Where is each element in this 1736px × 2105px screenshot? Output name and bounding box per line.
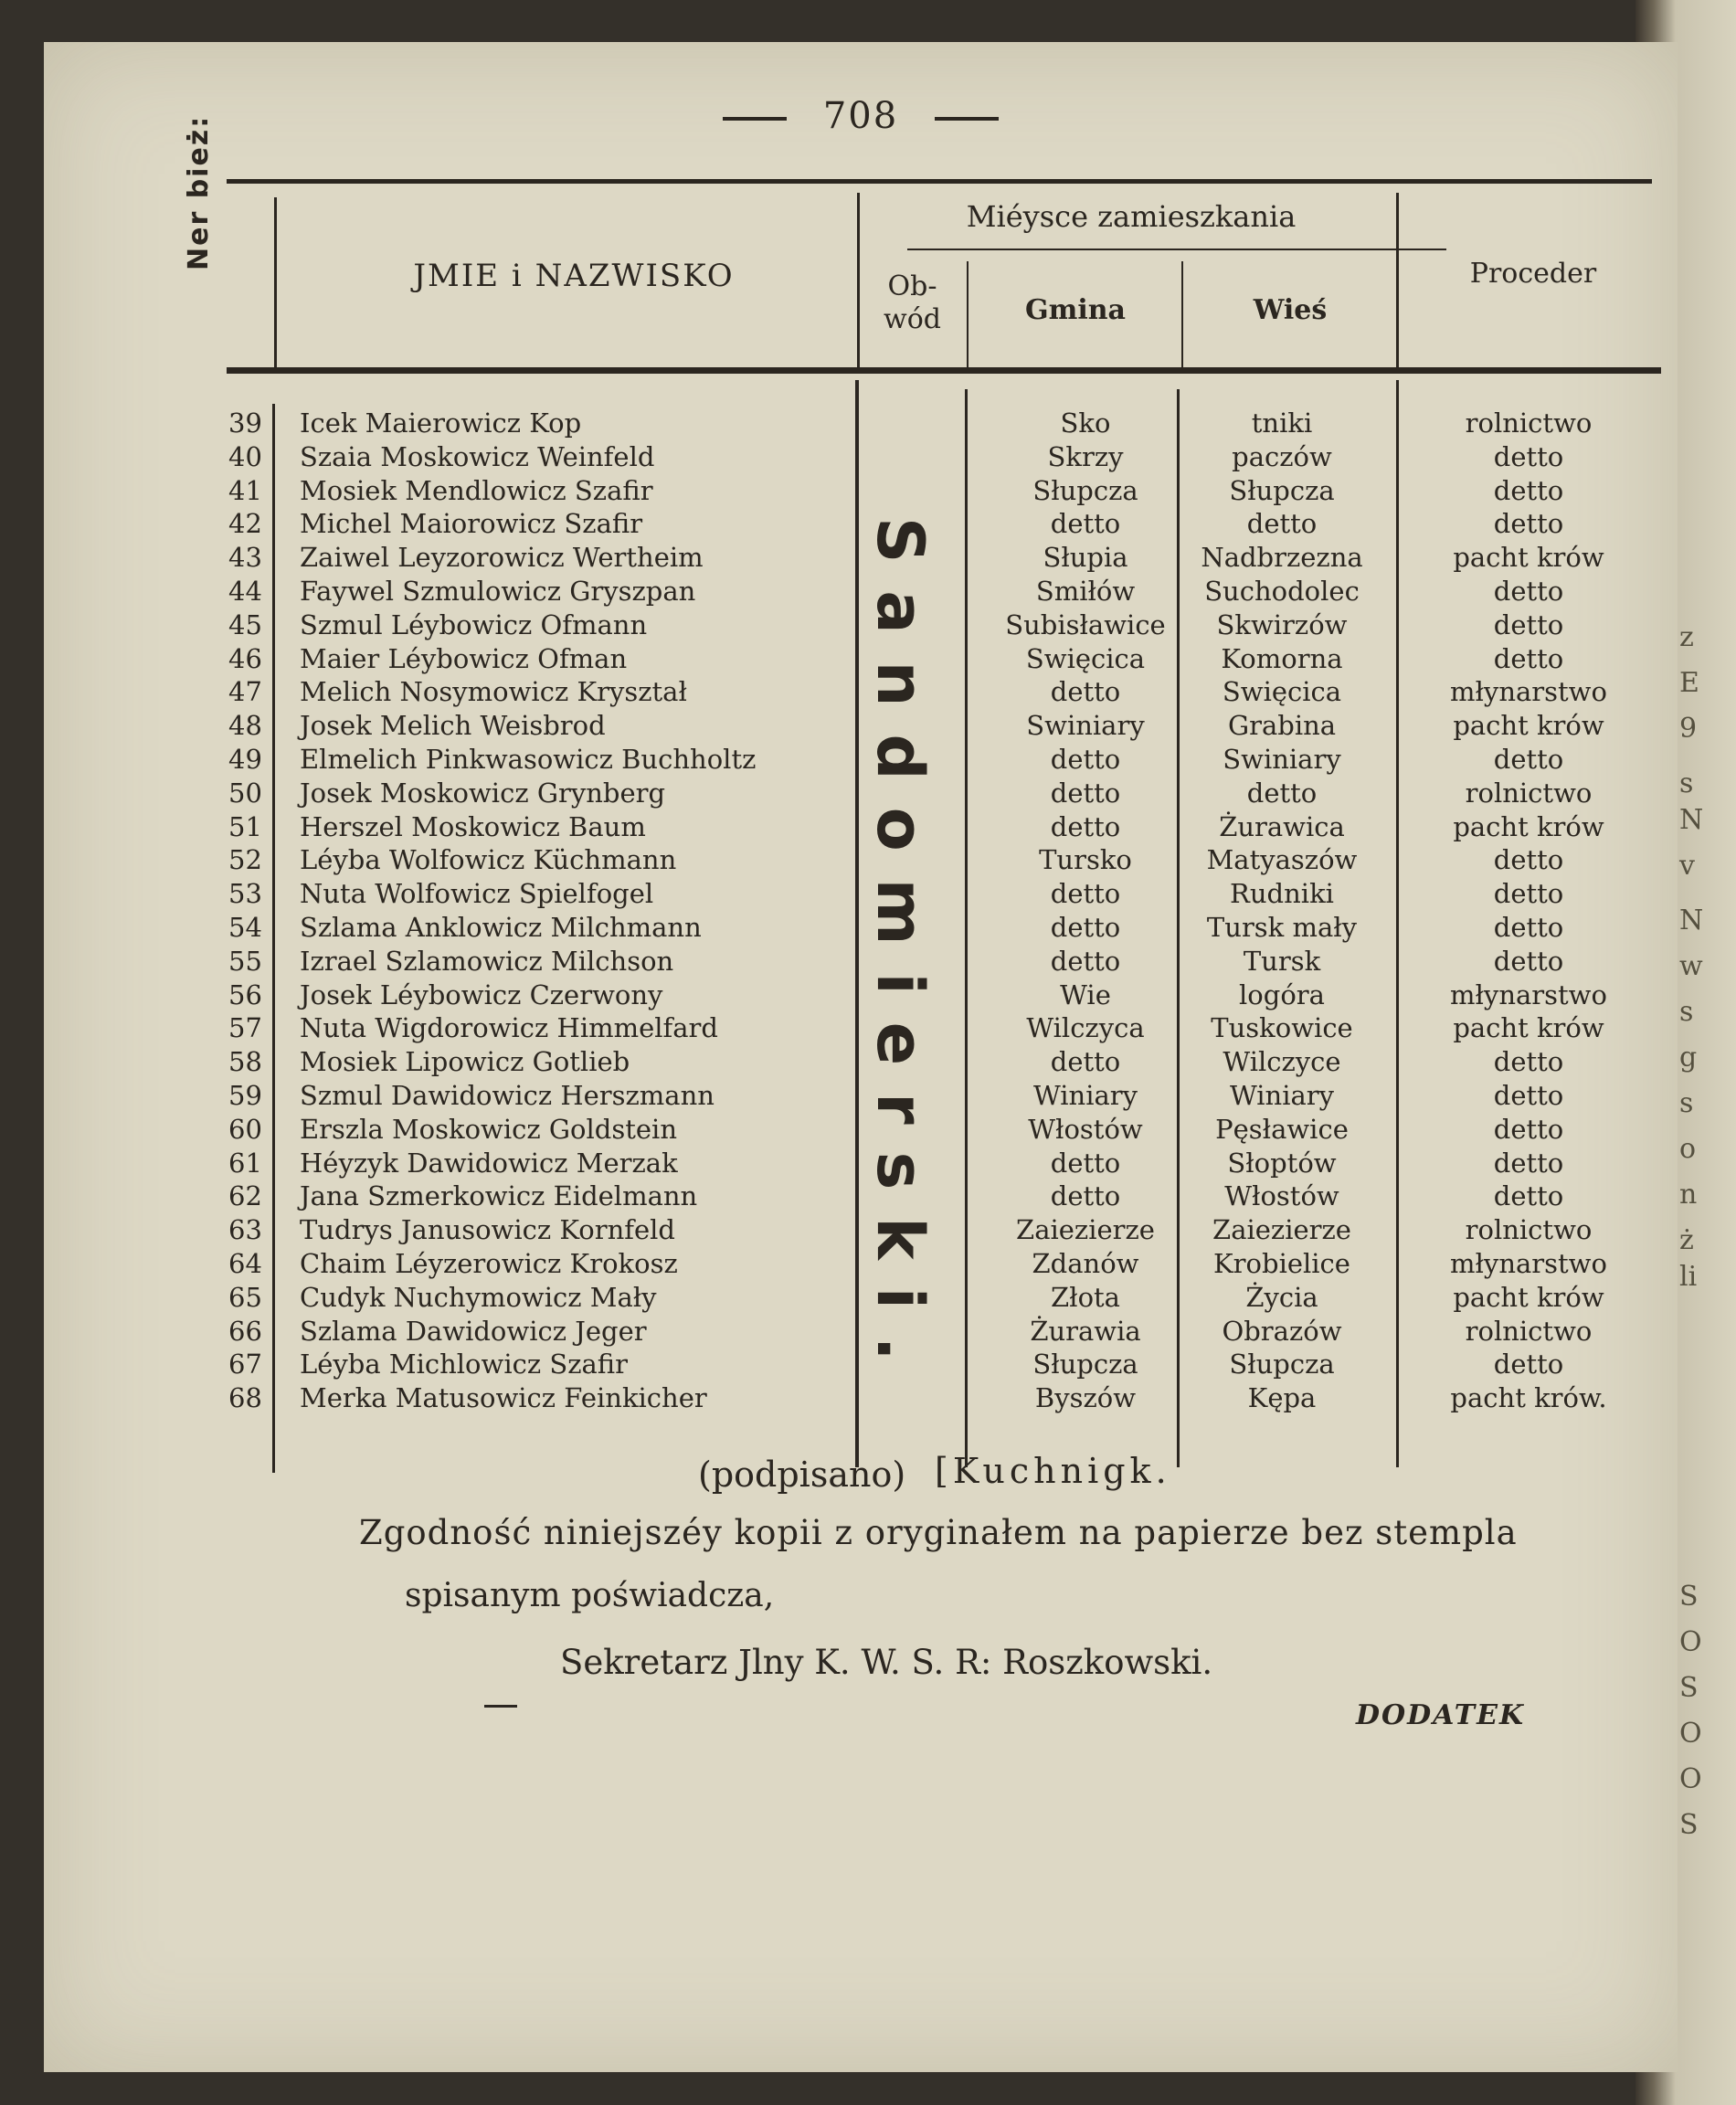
table-row [44,912,1678,946]
row-wies: Winiary [1229,1080,1335,1111]
header-vline-obwod [967,261,969,367]
row-proceder: detto [1493,642,1564,674]
footer-sekretarz: Sekretarz Jlny K. W. S. R: Roszkowski. [560,1643,1213,1682]
row-proceder: rolnictwo [1465,777,1593,809]
row-name: Erszla Moskowicz Goldstein [300,1113,677,1145]
header-vline-wies [1396,193,1399,367]
margin-letter: O [1679,1718,1702,1750]
row-gmina: Smiłów [1035,576,1136,607]
row-proceder: detto [1493,878,1564,910]
table-row [44,1214,1678,1248]
table-row [44,946,1678,979]
row-gmina: detto [1050,777,1121,809]
margin-letter: s [1679,767,1694,799]
row-wies: detto [1246,777,1318,809]
row-name: Josek Léybowicz Czerwony [300,978,663,1010]
row-name: Zaiwel Leyzorowicz Wertheim [300,542,704,574]
row-proceder: pacht krów [1453,710,1604,742]
row-gmina: Sko [1060,407,1111,439]
row-number: 42 [228,508,262,540]
row-proceder: młynarstwo [1450,676,1607,708]
row-number: 57 [228,1012,262,1044]
table-row [44,1316,1678,1349]
margin-letter: g [1679,1042,1698,1074]
row-proceder: detto [1493,1180,1564,1212]
row-number: 56 [228,978,262,1010]
header-ner: Ner bież: [183,114,215,270]
footer-zgodnosc-line1: Zgodność niniejszéy kopii z oryginałem na papierze bez stempla [359,1513,1518,1552]
row-name: Szaia Moskowicz Weinfeld [300,440,655,472]
footer-podpisano: (podpisano) [698,1454,906,1495]
row-gmina: Tursko [1039,844,1132,876]
row-proceder: detto [1493,912,1564,943]
row-name: Mosiek Mendlowicz Szafir [300,474,653,506]
row-wies: Rudniki [1230,878,1334,910]
row-proceder: detto [1493,1349,1564,1380]
row-gmina: detto [1050,1147,1121,1179]
row-number: 39 [228,407,262,439]
row-wies: Kępa [1247,1382,1317,1414]
header-wies: Wieś [1253,294,1328,326]
table-row [44,441,1678,475]
table-row [44,1148,1678,1181]
margin-letter: z [1679,621,1694,653]
row-wies: Grabina [1227,710,1337,742]
row-name: Tudrys Janusowicz Kornfeld [300,1214,675,1246]
footer-zgodnosc-line2: spisanym poświadcza, [405,1577,775,1614]
row-name: Josek Moskowicz Grynberg [300,777,666,809]
row-gmina: Swiniary [1026,710,1145,742]
row-number: 60 [228,1113,262,1145]
row-number: 62 [228,1180,262,1212]
table-row [44,643,1678,677]
margin-letter: O [1679,1626,1702,1658]
margin-letter: E [1679,667,1699,699]
header-miejsce: Miéysce zamieszkania [966,199,1297,234]
header-proceder: Proceder [1469,258,1597,290]
header-vline-ner [274,197,277,367]
row-wies: Swięcica [1222,676,1342,708]
margin-letter: li [1679,1261,1698,1293]
row-proceder: rolnictwo [1465,1315,1593,1347]
row-proceder: detto [1493,440,1564,472]
page [44,42,1678,2072]
row-wies: Nadbrzezna [1201,542,1363,574]
row-number: 65 [228,1281,262,1313]
row-number: 59 [228,1080,262,1111]
row-proceder: detto [1493,945,1564,977]
table-row [44,609,1678,643]
row-number: 51 [228,810,262,842]
row-wies: Skwirzów [1216,608,1348,640]
row-name: Michel Maiorowicz Szafir [300,508,643,540]
table-row [44,576,1678,609]
header-name: JMIE i NAZWISKO [413,258,735,294]
row-gmina: detto [1050,508,1121,540]
table-row [44,811,1678,845]
row-number: 58 [228,1046,262,1078]
row-proceder: rolnictwo [1465,1214,1593,1246]
table-row [44,1114,1678,1148]
row-proceder: młynarstwo [1450,1248,1607,1279]
table-row [44,878,1678,912]
row-wies: logóra [1239,978,1325,1010]
row-name: Szlama Anklowicz Milchmann [300,912,702,943]
row-gmina: Słupcza [1032,1349,1138,1380]
row-name: Jana Szmerkowicz Eidelmann [300,1180,698,1212]
row-proceder: pacht krów [1453,1012,1604,1044]
row-number: 66 [228,1315,262,1347]
row-number: 45 [228,608,262,640]
table-row [44,1180,1678,1214]
row-gmina: detto [1050,810,1121,842]
margin-letter: S [1679,1581,1699,1613]
table-row [44,1012,1678,1046]
row-number: 67 [228,1349,262,1380]
page-number-line [44,95,1678,137]
table-row [44,979,1678,1013]
row-wies: Tuskowice [1211,1012,1353,1044]
row-wies: Suchodolec [1204,576,1360,607]
row-wies: Życia [1245,1281,1318,1313]
table-row [44,1382,1678,1416]
table-row [44,407,1678,441]
row-name: Chaim Léyzerowicz Krokosz [300,1248,678,1279]
row-proceder: detto [1493,1080,1564,1111]
header-obwod: Ob- wód [884,270,941,335]
table-row [44,676,1678,710]
header-top-rule [227,179,1652,184]
row-name: Merka Matusowicz Feinkicher [300,1382,707,1414]
row-proceder: detto [1493,1046,1564,1078]
footer-dodatek: DODATEK [1356,1699,1526,1731]
obwod-vertical-label: Sandomierski. [863,517,937,1389]
header-vline-gmina [1181,261,1183,367]
row-number: 49 [228,744,262,775]
table-row [44,1248,1678,1282]
row-wies: Komorna [1221,642,1343,674]
miejsce-rule [907,249,1446,250]
margin-letter: w [1679,950,1703,982]
row-name: Szmul Léybowicz Ofmann [300,608,648,640]
next-page-margin [1679,0,1716,2105]
row-wies: Matyaszów [1206,844,1358,876]
row-name: Herszel Moskowicz Baum [300,810,646,842]
margin-letter: N [1679,804,1704,836]
row-gmina: Wilczyca [1026,1012,1145,1044]
header-gmina: Gmina [1024,294,1126,326]
row-wies: Krobielice [1213,1248,1350,1279]
row-wies: Słoptów [1227,1147,1337,1179]
row-gmina: detto [1050,676,1121,708]
row-number: 55 [228,945,262,977]
table-row [44,542,1678,576]
row-wies: Słupcza [1229,474,1335,506]
row-proceder: pacht krów. [1450,1382,1607,1414]
row-wies: Słupcza [1229,1349,1335,1380]
table-row [44,710,1678,744]
row-wies: paczów [1232,440,1332,472]
row-name: Léyba Michlowicz Szafir [300,1349,628,1380]
margin-letter: O [1679,1763,1702,1795]
row-name: Nuta Wigdorowicz Himmelfard [300,1012,718,1044]
dash-left [723,117,787,121]
row-number: 41 [228,474,262,506]
margin-letter: v [1679,850,1695,882]
row-gmina: Złota [1051,1281,1120,1313]
row-proceder: detto [1493,1113,1564,1145]
row-gmina: Słupcza [1032,474,1138,506]
row-number: 68 [228,1382,262,1414]
row-name: Maier Léybowicz Ofman [300,642,628,674]
row-gmina: Skrzy [1047,440,1124,472]
row-name: Izrael Szlamowicz Milchson [300,945,674,977]
row-name: Szmul Dawidowicz Herszmann [300,1080,715,1111]
row-number: 64 [228,1248,262,1279]
row-proceder: rolnictwo [1465,407,1593,439]
margin-letter: N [1679,904,1704,936]
header-bottom-rule [227,367,1661,374]
row-name: Léyba Wolfowicz Küchmann [300,844,677,876]
row-gmina: detto [1050,945,1121,977]
dash-right [935,117,999,121]
row-wies: Swiniary [1223,744,1341,775]
row-proceder: młynarstwo [1450,978,1607,1010]
row-name: Josek Melich Weisbrod [300,710,606,742]
row-name: Cudyk Nuchymowicz Mały [300,1281,657,1313]
row-name: Melich Nosymowicz Kryształ [300,676,687,708]
margin-letter: s [1679,996,1694,1028]
row-number: 47 [228,676,262,708]
row-name: Héyzyk Dawidowicz Merzak [300,1147,678,1179]
margin-letter: n [1679,1179,1698,1211]
row-number: 50 [228,777,262,809]
row-wies: Tursk [1243,945,1321,977]
row-gmina: detto [1050,744,1121,775]
row-wies: Włostów [1224,1180,1339,1212]
footer-dash [484,1705,517,1708]
row-number: 63 [228,1214,262,1246]
row-wies: detto [1246,508,1318,540]
table-row [44,1349,1678,1382]
row-proceder: detto [1493,508,1564,540]
row-proceder: pacht krów [1453,542,1604,574]
footer-kuchnigk: [Kuchnigk. [935,1451,1171,1491]
row-gmina: Słupia [1043,542,1128,574]
table-row [44,475,1678,509]
row-number: 43 [228,542,262,574]
row-name: Szlama Dawidowicz Jeger [300,1315,647,1347]
row-proceder: detto [1493,474,1564,506]
table-row [44,744,1678,777]
row-gmina: Swięcica [1025,642,1146,674]
row-gmina: Zdanów [1032,1248,1139,1279]
table-row [44,1282,1678,1316]
table-row [44,1080,1678,1114]
row-gmina: Byszów [1034,1382,1137,1414]
row-gmina: Żurawia [1030,1315,1141,1347]
row-name: Mosiek Lipowicz Gotlieb [300,1046,630,1078]
row-wies: Tursk mały [1206,912,1358,943]
row-gmina: Zaiezierze [1016,1214,1155,1246]
row-number: 44 [228,576,262,607]
row-name: Faywel Szmulowicz Gryszpan [300,576,696,607]
margin-letter: 9 [1679,713,1698,745]
table-row [44,777,1678,811]
row-wies: Pęsławice [1215,1113,1349,1145]
row-proceder: pacht krów [1453,810,1604,842]
row-proceder: detto [1493,844,1564,876]
row-number: 52 [228,844,262,876]
row-proceder: detto [1493,744,1564,775]
row-gmina: detto [1050,1180,1121,1212]
row-gmina: detto [1050,878,1121,910]
row-proceder: pacht krów [1453,1281,1604,1313]
row-gmina: Wie [1060,978,1111,1010]
row-number: 48 [228,710,262,742]
row-wies: Wilczyce [1223,1046,1341,1078]
row-number: 46 [228,642,262,674]
margin-letter: S [1679,1809,1699,1841]
row-name: Elmelich Pinkwasowicz Buchholtz [300,744,757,775]
row-gmina: Subisławice [1005,608,1166,640]
row-wies: tniki [1251,407,1313,439]
table-row [44,844,1678,878]
margin-letter: s [1679,1087,1694,1119]
row-proceder: detto [1493,608,1564,640]
row-number: 40 [228,440,262,472]
row-proceder: detto [1493,1147,1564,1179]
row-gmina: detto [1050,912,1121,943]
row-number: 61 [228,1147,262,1179]
table-row [44,508,1678,542]
row-gmina: detto [1050,1046,1121,1078]
row-wies: Obrazów [1222,1315,1342,1347]
row-gmina: Winiary [1032,1080,1138,1111]
row-number: 53 [228,878,262,910]
table-row [44,1046,1678,1080]
row-proceder: detto [1493,576,1564,607]
margin-letter: o [1679,1133,1697,1165]
row-wies: Żurawica [1219,810,1345,842]
row-number: 54 [228,912,262,943]
row-wies: Zaiezierze [1212,1214,1351,1246]
page-number: 708 [822,95,899,137]
margin-letter: S [1679,1672,1699,1704]
row-gmina: Włostów [1028,1113,1143,1145]
row-name: Icek Maierowicz Kop [300,407,582,439]
margin-letter: ż [1679,1224,1694,1256]
row-name: Nuta Wolfowicz Spielfogel [300,878,654,910]
